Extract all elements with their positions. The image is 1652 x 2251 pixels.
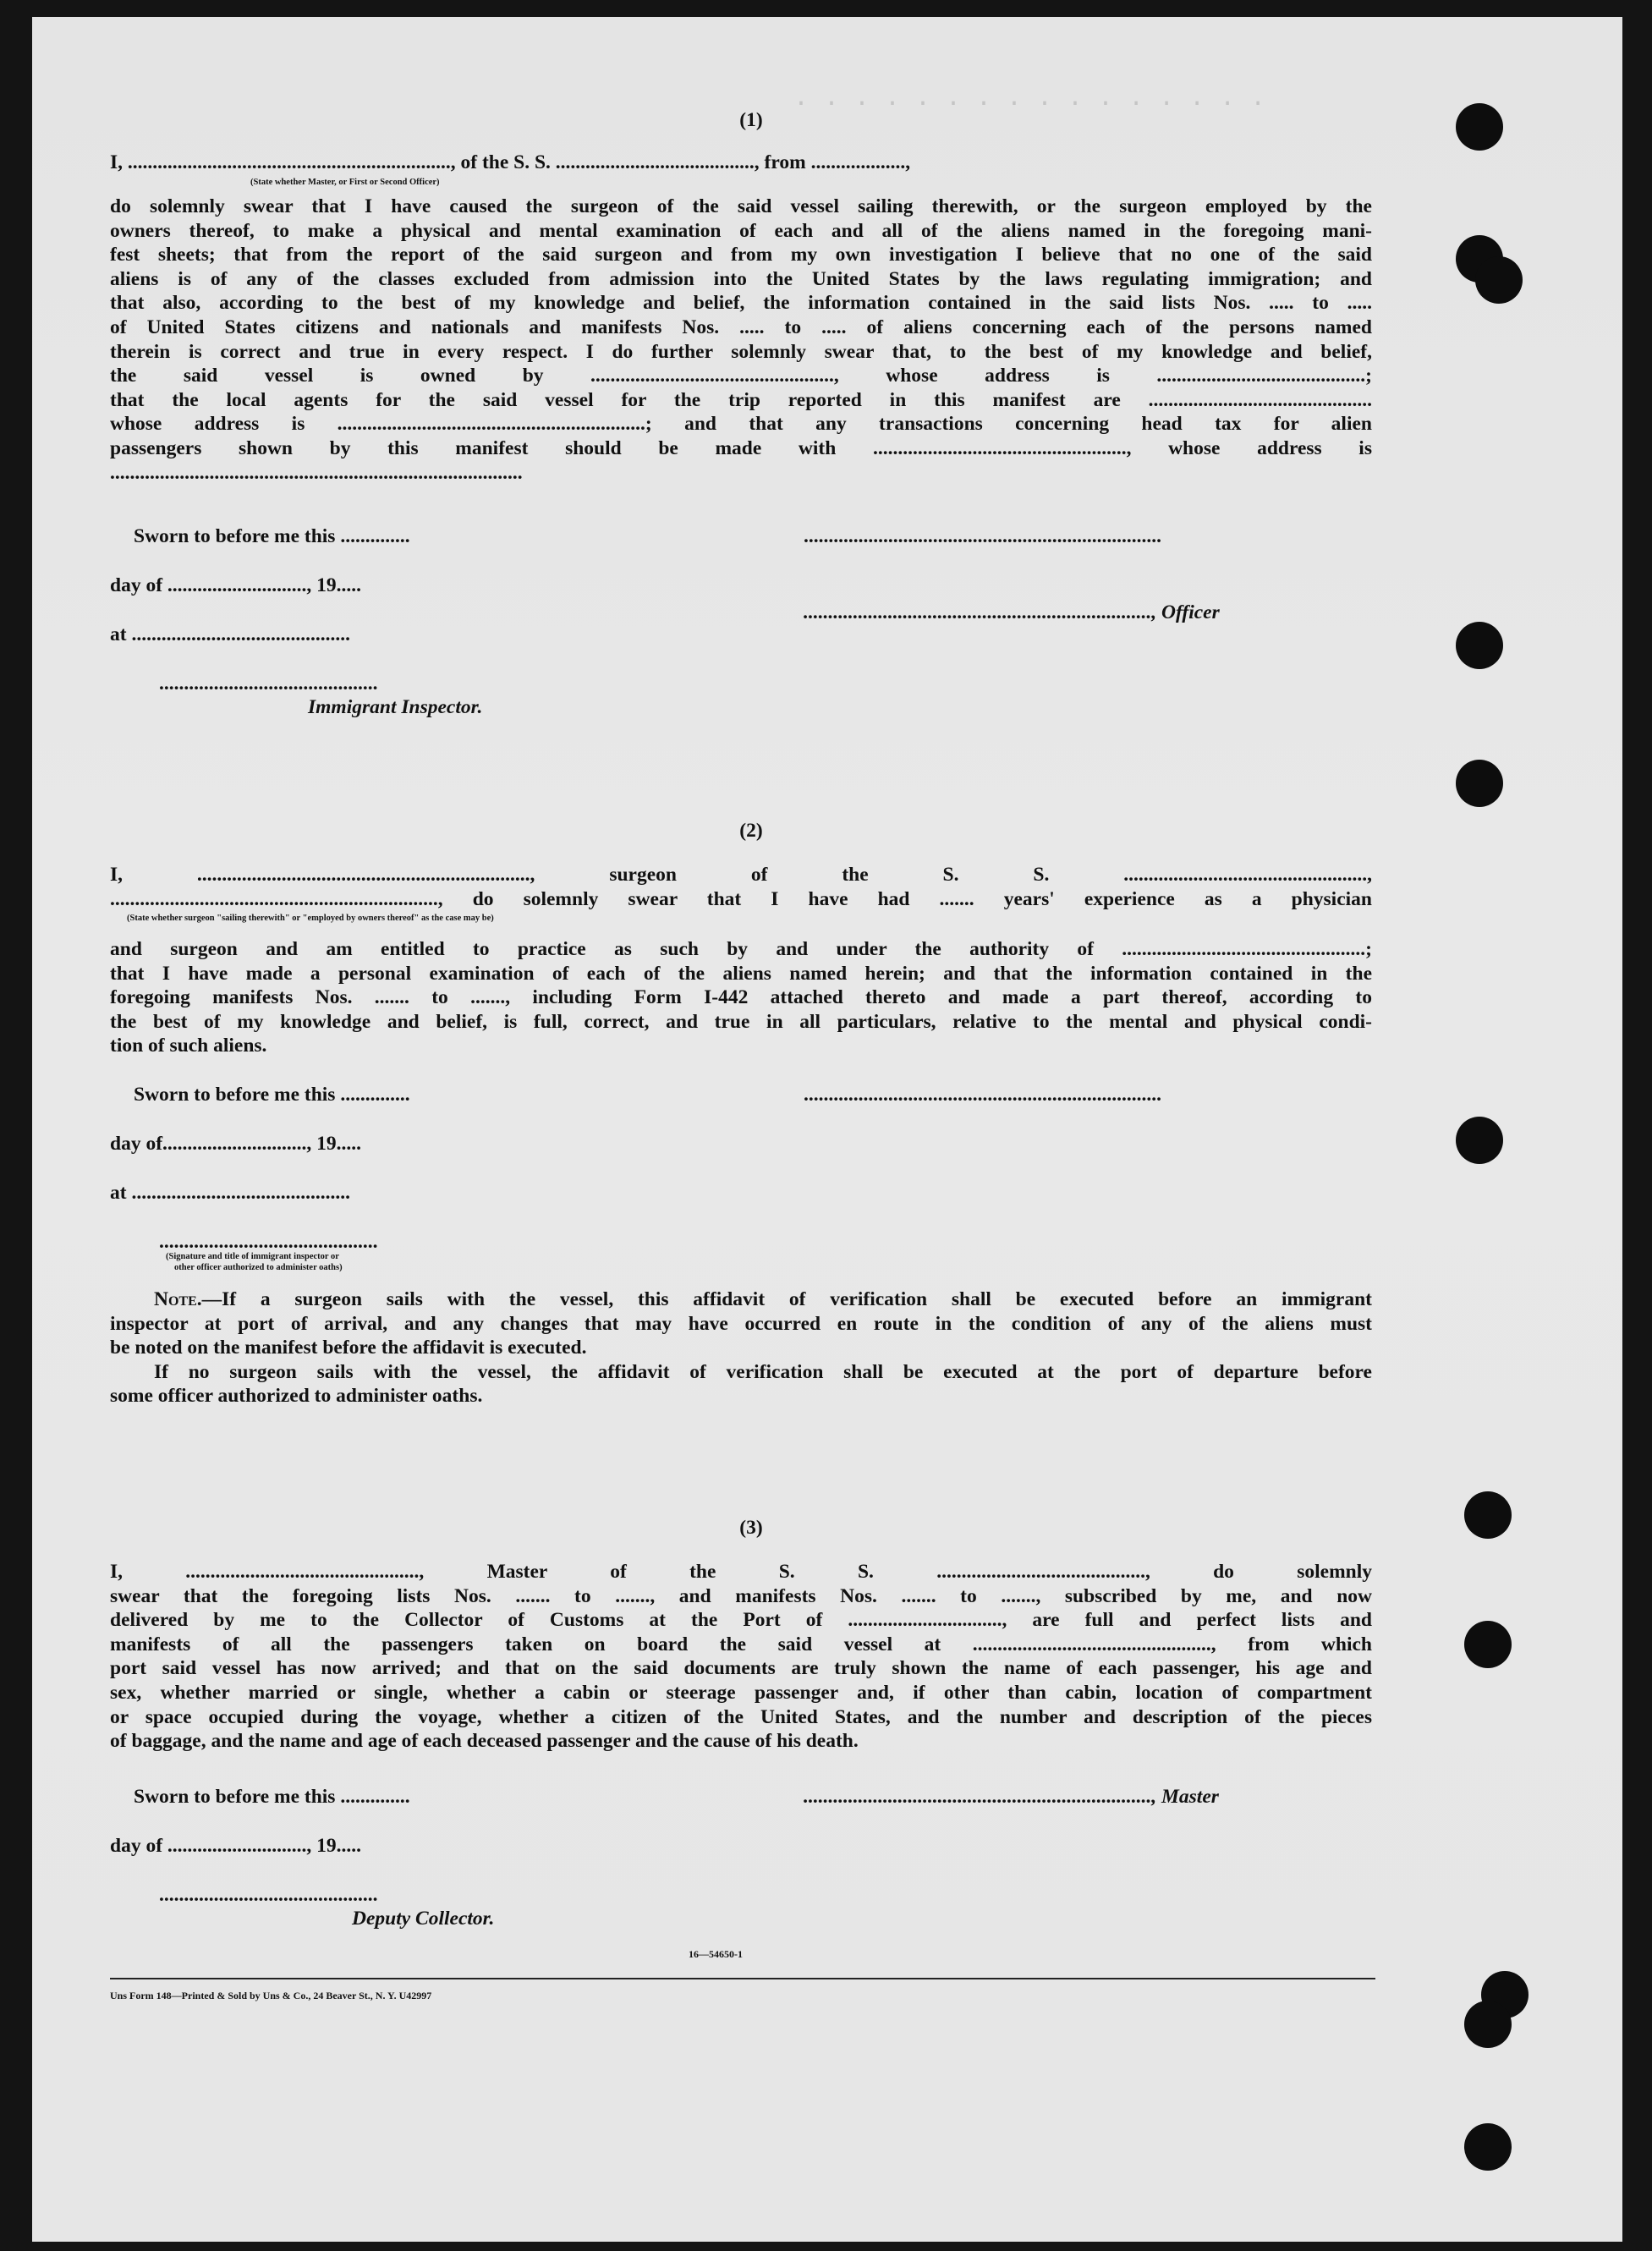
text-line: fest sheets; that from the report of the said surgeon and from my own investigation I believe that no one of the said bbox=[110, 244, 1372, 266]
text-line: sex, whether married or single, whether a cabin or steerage passenger and, if other than cabin, location of compartment bbox=[110, 1681, 1372, 1704]
section-3-collector-label: Deputy Collector. bbox=[352, 1908, 495, 1930]
section-1-signature-line: ........................................................................ bbox=[804, 525, 1161, 547]
form-number: 16—54650-1 bbox=[689, 1948, 743, 1960]
section-2-signature-note: other officer authorized to administer oaths) bbox=[174, 1263, 343, 1272]
section-3-collector-signature-line: ............................................ bbox=[159, 1884, 378, 1906]
section-2-oath-paragraph bbox=[110, 937, 1372, 1058]
section-2-at-line: at ............................................ bbox=[110, 1182, 350, 1204]
footer-imprint: Uns Form 148—Printed & Sold by Uns & Co., 24 Beaver St., N. Y. U42997 bbox=[110, 1990, 432, 2001]
section-1-day-line: day of ............................, 19..... bbox=[110, 574, 362, 596]
text-line: whose address is ..............................................................; and that any transactions concerning head tax for alien bbox=[110, 413, 1372, 436]
binder-hole bbox=[1456, 622, 1503, 669]
text-line: foregoing manifests Nos. ....... to ......., including Form I-442 attached thereto and made a part thereof, according to bbox=[110, 986, 1372, 1009]
section-3-sworn-line: Sworn to before me this .............. bbox=[134, 1786, 410, 1808]
section-2-note-paragraph bbox=[110, 1287, 1372, 1408]
binder-hole bbox=[1456, 1117, 1503, 1164]
text-line: do solemnly swear that I have caused the surgeon of the said vessel sailing therewith, or the surgeon employed by the bbox=[110, 195, 1372, 217]
section-1-at-line: at ............................................ bbox=[110, 623, 350, 645]
text-line: port said vessel has now arrived; and that on the said documents are truly shown the name of each passenger, his age and bbox=[110, 1657, 1372, 1680]
text-line: I, ..............................................., Master of the S. S. .........................................., do solemnly bbox=[110, 1561, 1372, 1583]
section-1-inspector-label: Immigrant Inspector. bbox=[308, 696, 483, 718]
text-line: that the local agents for the said vessel for the trip reported in this manifest are ............................................. bbox=[110, 388, 1372, 411]
binder-hole bbox=[1464, 2123, 1512, 2171]
text-fragment: —If a surgeon sails with the vessel, this affidavit of verification shall be executed before an immigrant bbox=[201, 1288, 1372, 1310]
section-1-inspector-signature-line: ............................................ bbox=[159, 673, 378, 695]
section-2-day-line: day of............................., 19..... bbox=[110, 1133, 362, 1155]
section-1-opening-line bbox=[110, 151, 1372, 175]
section-1-officer-line: ......................................................................, Officer bbox=[804, 601, 1220, 623]
text-line: If no surgeon sails with the vessel, the affidavit of verification shall be executed at the port of departure before bbox=[154, 1360, 1372, 1383]
section-2-surgeon-note: (State whether surgeon "sailing therewith" or "employed by owners thereof" as the case may be) bbox=[127, 914, 494, 923]
section-1-officer-note: (State whether Master, or First or Second Officer) bbox=[250, 178, 440, 187]
section-2-inspector-signature-line: ............................................ bbox=[159, 1231, 378, 1253]
section-2-sworn-line: Sworn to before me this .............. bbox=[134, 1084, 410, 1106]
text-line: passengers shown by this manifest should be made with ..................................................., whose address is bbox=[110, 436, 1372, 459]
text-line: be noted on the manifest before the affidavit is executed. bbox=[110, 1337, 587, 1359]
section-1-sworn-line: Sworn to before me this .............. bbox=[134, 525, 410, 547]
text-line: the said vessel is owned by ................................................., whose address is ..........................................; bbox=[110, 365, 1372, 387]
text-line: I, ..................................................................., surgeon of the S. S. ................................................., bbox=[110, 864, 1372, 886]
text-line: inspector at port of arrival, and any changes that may have occurred en route in the condition of any of the aliens must bbox=[110, 1312, 1372, 1335]
document-page bbox=[32, 17, 1622, 2242]
binder-hole bbox=[1456, 760, 1503, 807]
text-line: ................................................................................... bbox=[110, 461, 523, 484]
binder-hole bbox=[1464, 2001, 1512, 2048]
text-line: of baggage, and the name and age of each deceased passenger and the cause of his death. bbox=[110, 1730, 859, 1753]
text-line bbox=[110, 1287, 1372, 1312]
text-line: the best of my knowledge and belief, is full, correct, and true in all particulars, relative to the mental and physical condi- bbox=[110, 1010, 1372, 1033]
section-1-oath-paragraph bbox=[110, 195, 1372, 485]
section-2-signature-line: ........................................................................ bbox=[804, 1084, 1161, 1106]
binder-hole bbox=[1464, 1491, 1512, 1539]
text-line: or space occupied during the voyage, whether a citizen of the United States, and the number and description of the pieces bbox=[110, 1705, 1372, 1728]
section-1-number: (1) bbox=[739, 109, 763, 131]
footer-divider bbox=[110, 1978, 1375, 1979]
binder-hole bbox=[1456, 103, 1503, 151]
section-3-day-line: day of ............................, 19..... bbox=[110, 1835, 362, 1857]
text-line: of United States citizens and nationals and manifests Nos. ..... to ..... of aliens concerning each of the persons named bbox=[110, 316, 1372, 338]
text-line: swear that the foregoing lists Nos. ....... to ......., and manifests Nos. ....... to ......., subscribed by me, and now bbox=[110, 1584, 1372, 1607]
text-line: therein is correct and true in every respect. I do further solemnly swear that, to the best of my knowledge and belief, bbox=[110, 340, 1372, 363]
text-line: aliens is of any of the classes excluded from admission into the United States by the laws regulating immigration; and bbox=[110, 267, 1372, 290]
binder-hole bbox=[1464, 1621, 1512, 1668]
text-line: tion of such aliens. bbox=[110, 1035, 267, 1057]
text-line: some officer authorized to administer oaths. bbox=[110, 1385, 483, 1408]
text-line: owners thereof, to make a physical and mental examination of each and all of the aliens named in the foregoing mani- bbox=[110, 219, 1372, 242]
binder-hole bbox=[1475, 256, 1523, 304]
text-line: manifests of all the passengers taken on board the said vessel at ................................................, from which bbox=[110, 1633, 1372, 1655]
text-line: that I have made a personal examination of each of the aliens named herein; and that the information contained in the bbox=[110, 962, 1372, 985]
text-line: I, ................................................................., of the S. S. ........................................, from ..................., bbox=[110, 151, 911, 173]
bleed-through-text: . . . . . . . . . . . . . . . . bbox=[793, 85, 1266, 113]
section-2-number: (2) bbox=[739, 820, 763, 842]
text-line: .................................................................., do solemnly swear that I have had ....... years' experience as a physician bbox=[110, 887, 1372, 910]
section-3-oath-paragraph bbox=[110, 1560, 1372, 1754]
section-3-number: (3) bbox=[739, 1517, 763, 1539]
section-3-master-line: ......................................................................, Master bbox=[804, 1786, 1219, 1808]
note-label: Note. bbox=[154, 1288, 202, 1310]
text-line: delivered by me to the Collector of Customs at the Port of ..............................., are full and perfect lists and bbox=[110, 1609, 1372, 1632]
text-line: that also, according to the best of my knowledge and belief, the information contained in the said lists Nos. ..... to ..... bbox=[110, 292, 1372, 315]
text-line: and surgeon and am entitled to practice as such by and under the authority of .................................................; bbox=[110, 938, 1372, 960]
section-2-opening-lines bbox=[110, 863, 1372, 911]
section-2-signature-note: (Signature and title of immigrant inspector or bbox=[166, 1252, 339, 1261]
